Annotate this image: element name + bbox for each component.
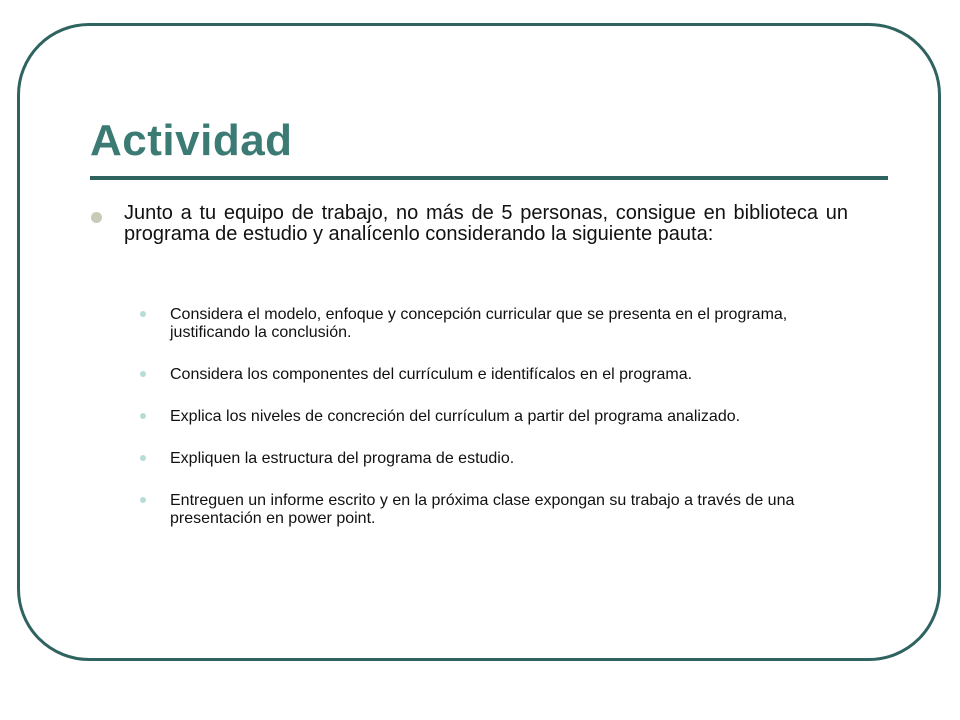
main-bullet bbox=[88, 203, 848, 245]
sub-bullet-item bbox=[140, 492, 856, 528]
sub-bullet-dot-icon bbox=[140, 413, 146, 419]
sub-bullet-item bbox=[140, 450, 856, 468]
main-bullet-text: Junto a tu equipo de trabajo, no más de 5 personas, consigue en biblioteca un programa de estudio y analícenlo considerando la siguiente pauta: bbox=[124, 202, 848, 245]
sub-bullet-text: Considera los componentes del currículum e identifícalos en el programa. bbox=[170, 366, 693, 383]
sub-bullet-list bbox=[140, 306, 856, 552]
sub-bullet-dot-icon bbox=[140, 455, 146, 461]
sub-bullet-text: Expliquen la estructura del programa de estudio. bbox=[170, 450, 515, 467]
sub-bullet-dot-icon bbox=[140, 497, 146, 503]
sub-bullet-dot-icon bbox=[140, 311, 146, 317]
sub-bullet-dot-icon bbox=[140, 371, 146, 377]
sub-bullet-item bbox=[140, 366, 856, 384]
sub-bullet-item bbox=[140, 408, 856, 426]
sub-bullet-text: Entreguen un informe escrito y en la próxima clase expongan su trabajo a través de una presentación en power point. bbox=[170, 492, 795, 527]
sub-bullet-text: Explica los niveles de concreción del currículum a partir del programa analizado. bbox=[170, 408, 741, 425]
sub-bullet-item bbox=[140, 306, 856, 342]
main-bullet-dot-icon bbox=[91, 212, 102, 223]
sub-bullet-text: Considera el modelo, enfoque y concepción curricular que se presenta en el programa, justificando la conclusión. bbox=[170, 306, 788, 341]
slide-title: Actividad bbox=[90, 116, 293, 165]
title-underline bbox=[90, 176, 888, 180]
